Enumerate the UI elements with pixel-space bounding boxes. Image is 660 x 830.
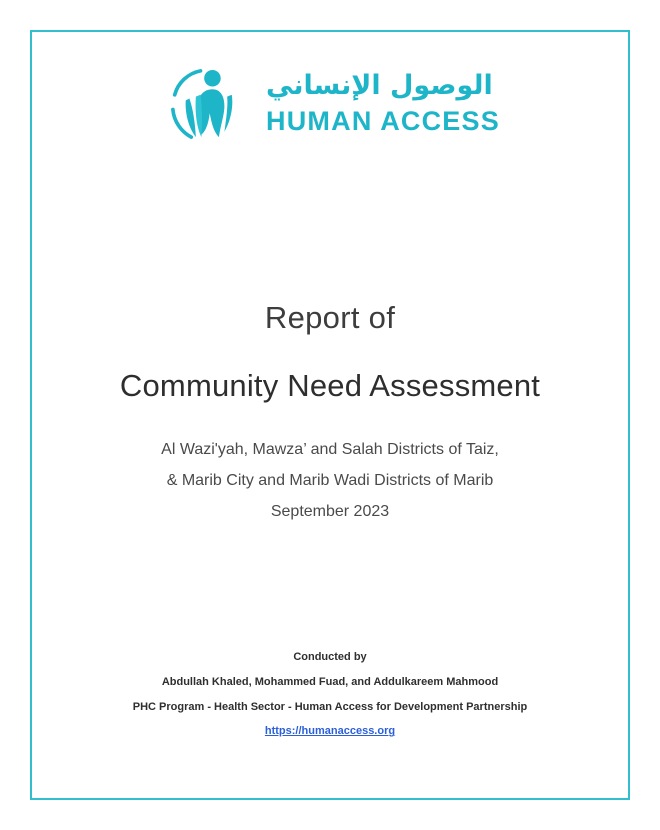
page-title: Community Need Assessment: [119, 368, 541, 403]
logo-text: [266, 70, 500, 137]
credits-block: [28, 645, 632, 744]
logo-latin-text: HUMAN ACCESS: [266, 106, 500, 137]
logo-arabic-text: الوصول الإنساني: [266, 70, 493, 102]
conducted-by-label: Conducted by: [293, 651, 367, 663]
subtitle-block: [28, 434, 632, 528]
report-prefix: Report of: [264, 300, 396, 335]
title-block: [28, 300, 632, 528]
website-line: [28, 719, 632, 744]
human-access-logo-mark-icon: [160, 58, 252, 150]
organization-line: PHC Program - Health Sector - Human Access for Development Partnership: [132, 700, 528, 713]
subtitle-date: September 2023: [270, 503, 390, 521]
authors-line: Abdullah Khaled, Mohammed Fuad, and Addulkareem Mahmood: [161, 675, 499, 688]
logo-block: [160, 58, 500, 150]
subtitle-line-2: & Marib City and Marib Wadi Districts of Marib: [166, 472, 494, 490]
website-link[interactable]: https://humanaccess.org: [264, 725, 396, 738]
page-content: [28, 28, 632, 802]
subtitle-line-1: Al Wazi'yah, Mawza’ and Salah Districts of Taiz,: [161, 441, 499, 458]
